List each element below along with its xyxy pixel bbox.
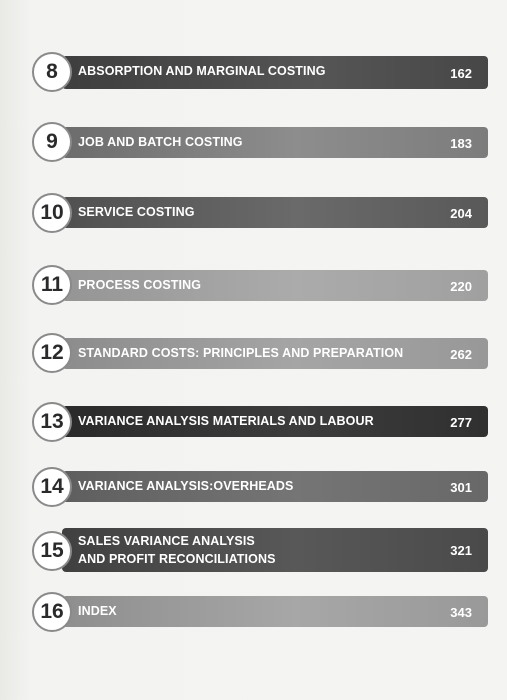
toc-entry-8[interactable]: [0, 52, 507, 92]
chapter-page-number: 277: [450, 415, 472, 430]
chapter-bar: [62, 270, 488, 301]
chapter-bar: [62, 338, 488, 369]
toc-entry-16[interactable]: [0, 592, 507, 632]
chapter-bar: [62, 127, 488, 158]
chapter-number-badge: 16: [32, 592, 72, 632]
chapter-page-number: 183: [450, 136, 472, 151]
toc-entry-15[interactable]: [0, 528, 507, 576]
toc-entry-11[interactable]: [0, 265, 507, 305]
toc-entry-12[interactable]: [0, 333, 507, 373]
toc-entry-14[interactable]: [0, 467, 507, 507]
chapter-title: PROCESS COSTING: [78, 278, 202, 292]
chapter-bar: [62, 528, 488, 572]
chapter-title: SALES VARIANCE ANALYSIS AND PROFIT RECONCILIATIONS: [78, 534, 276, 566]
chapter-title: STANDARD COSTS: PRINCIPLES AND PREPARATION: [78, 346, 404, 360]
chapter-title: SERVICE COSTING: [78, 205, 195, 219]
chapter-page-number: 220: [450, 279, 472, 294]
chapter-page-number: 204: [450, 206, 472, 221]
chapter-bar: [62, 197, 488, 228]
chapter-number-badge: 15: [32, 531, 72, 571]
chapter-page-number: 262: [450, 347, 472, 362]
chapter-title: ABSORPTION AND MARGINAL COSTING: [78, 64, 326, 78]
chapter-number-badge: 9: [32, 122, 72, 162]
toc-entry-13[interactable]: [0, 402, 507, 442]
chapter-page-number: 321: [450, 543, 472, 558]
chapter-bar: [62, 406, 488, 437]
chapter-bar: [62, 471, 488, 502]
chapter-page-number: 301: [450, 480, 472, 495]
chapter-title: INDEX: [78, 604, 117, 618]
chapter-title: VARIANCE ANALYSIS MATERIALS AND LABOUR: [78, 414, 374, 428]
chapter-bar: [62, 596, 488, 627]
chapter-title: JOB AND BATCH COSTING: [78, 135, 243, 149]
toc-entry-9[interactable]: [0, 122, 507, 162]
chapter-number-badge: 12: [32, 333, 72, 373]
chapter-bar: [62, 56, 488, 89]
chapter-number-badge: 11: [32, 265, 72, 305]
chapter-title: VARIANCE ANALYSIS:OVERHEADS: [78, 479, 294, 493]
chapter-page-number: 343: [450, 605, 472, 620]
chapter-number-badge: 8: [32, 52, 72, 92]
chapter-number-badge: 13: [32, 402, 72, 442]
chapter-number-badge: 10: [32, 193, 72, 233]
chapter-number-badge: 14: [32, 467, 72, 507]
chapter-page-number: 162: [450, 66, 472, 81]
toc-entry-10[interactable]: [0, 193, 507, 233]
